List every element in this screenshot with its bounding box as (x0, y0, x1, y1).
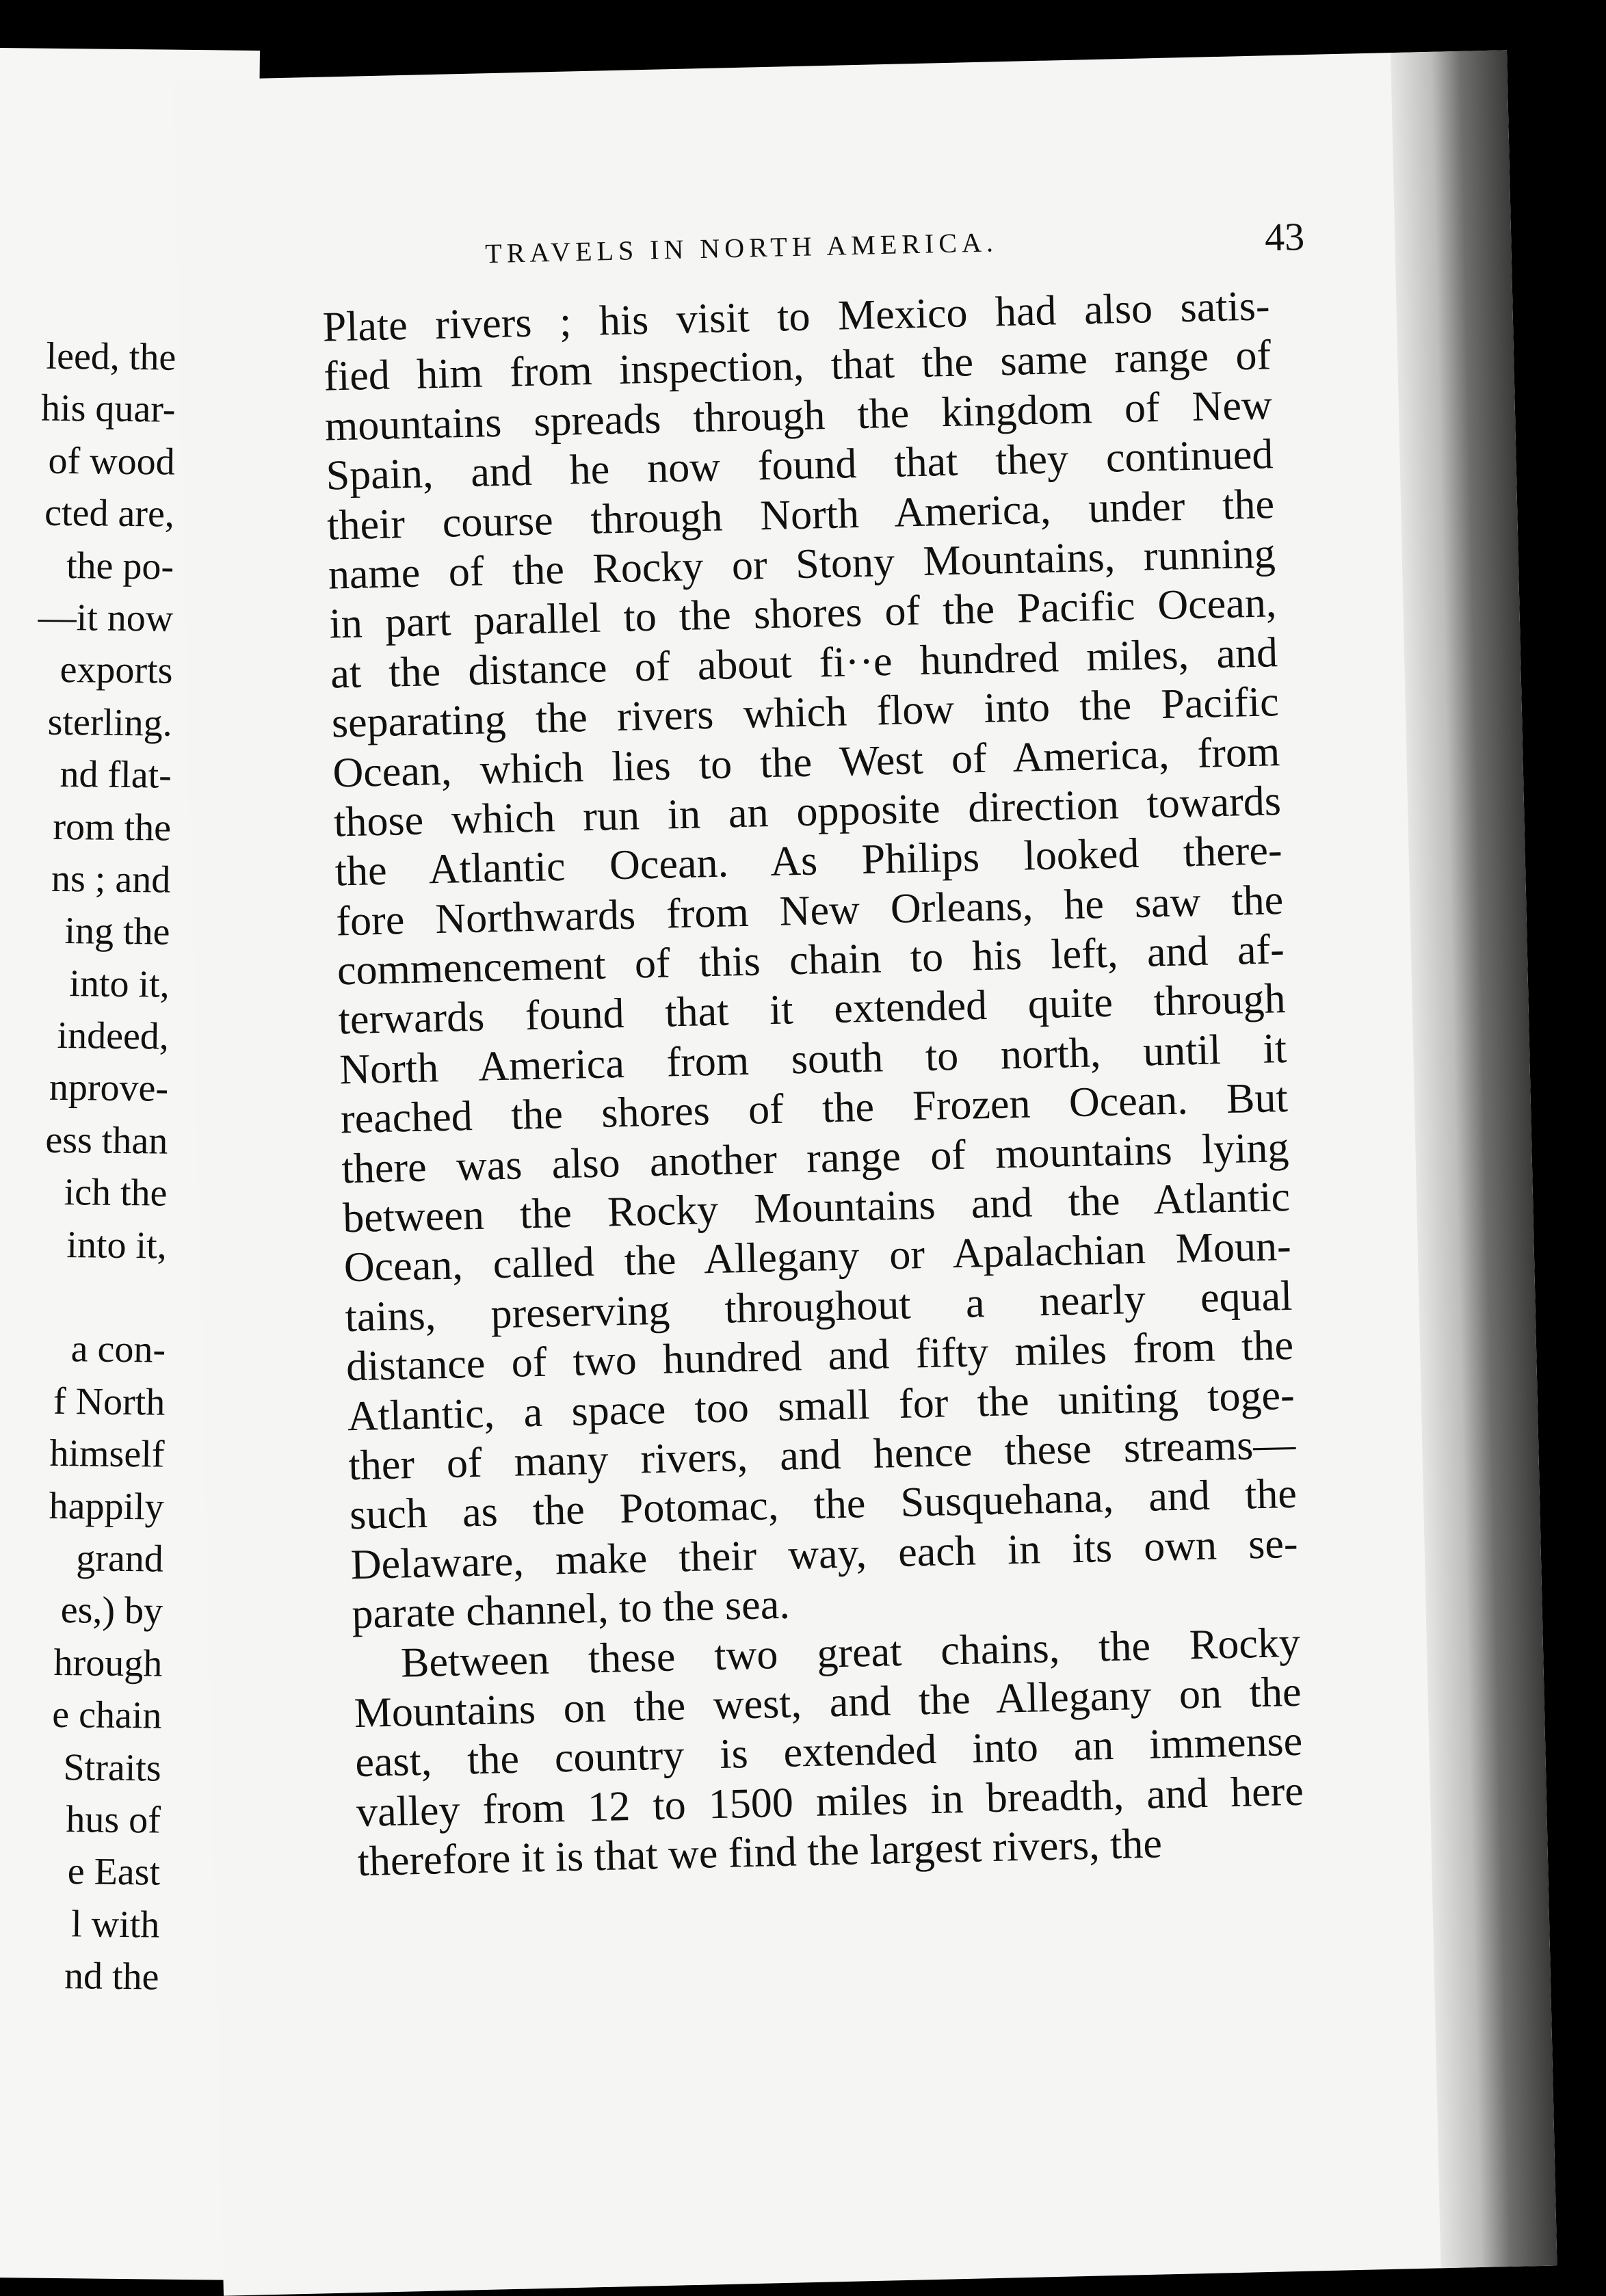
text-line: reached the shores of the Frozen Ocean. But (340, 1074, 1289, 1143)
left-text-fragment: f North (53, 1380, 166, 1424)
text-line: there was also another range of mountains lying (341, 1124, 1290, 1192)
text-line: mountains spreads through the kingdom of New (324, 382, 1273, 450)
text-line: Atlantic, a space too small for the uniting toge- (347, 1371, 1295, 1440)
text-line: at the distance of about fi··e hundred miles, and (330, 629, 1278, 698)
left-text-fragment: into it, (69, 962, 170, 1006)
left-text-fragment: his quar- (40, 387, 176, 432)
left-page-text (24, 330, 176, 2003)
left-text-fragment: —it now (38, 596, 174, 640)
left-text-fragment: l with (70, 1902, 160, 1947)
left-text-fragment: into it, (66, 1223, 167, 1267)
left-text-fragment: ing the (64, 910, 170, 953)
text-line: Mountains on the west, and the Allegany on the (353, 1668, 1302, 1737)
left-text-fragment: rom the (53, 805, 172, 849)
text-line: terwards found that it extended quite through (337, 975, 1287, 1044)
body-text (322, 281, 1305, 1886)
left-text-fragment: nprove- (49, 1066, 169, 1111)
left-text-fragment: ess than (45, 1118, 168, 1163)
left-text-fragment: sterling. (47, 700, 172, 745)
text-line: Delaware, make their way, each in its own se- (350, 1520, 1299, 1588)
text-line: valley from 12 to 1500 miles in breadth, and here (356, 1767, 1304, 1836)
left-text-fragment: grand (76, 1537, 164, 1581)
left-text-fragment: hrough (53, 1641, 163, 1685)
text-line: fied him from inspection, that the same range of (323, 332, 1272, 401)
text-line: in part parallel to the shores of the Pacific Ocean, (328, 579, 1278, 648)
left-text-fragment: of wood (48, 439, 175, 484)
text-line: such as the Potomac, the Susquehana, and the (349, 1470, 1298, 1539)
left-text-fragment: himself (49, 1432, 165, 1476)
page-edge-shadow (1391, 50, 1557, 2268)
text-line: the Atlantic Ocean. As Philips looked there- (334, 827, 1283, 895)
left-text-fragment: hus of (66, 1798, 161, 1842)
page-number: 43 (1264, 214, 1305, 260)
text-line: therefore it is that we find the largest rivers, the (356, 1820, 1163, 1886)
left-text-fragment: happily (49, 1484, 164, 1529)
left-text-fragment: indeed, (57, 1014, 170, 1058)
left-text-fragment: a con- (70, 1328, 166, 1372)
text-line: parate channel, to the sea. (351, 1581, 791, 1638)
left-text-fragment (31, 1271, 166, 1324)
left-text-fragment: ich the (64, 1171, 168, 1215)
text-line: east, the country is extended into an immense (354, 1718, 1303, 1786)
left-text-fragment: es,) by (60, 1589, 163, 1633)
left-text-fragment: ns ; and (51, 857, 171, 901)
text-line: fore Northwards from New Orleans, he saw the (335, 876, 1284, 945)
left-text-fragment: e East (67, 1850, 161, 1894)
text-line: Ocean, which lies to the West of America, from (332, 728, 1280, 797)
text-line: ther of many rivers, and hence these streams— (347, 1421, 1296, 1490)
left-text-fragment: Straits (63, 1745, 161, 1790)
right-page (173, 50, 1557, 2295)
text-line: Plate rivers ; his visit to Mexico had also satis- (321, 282, 1271, 351)
text-line: Between these two great chains, the Rocky (400, 1619, 1301, 1687)
left-text-fragment: exports (60, 648, 173, 693)
text-line: distance of two hundred and fifty miles from the (345, 1322, 1294, 1390)
text-line: commencement of this chain to his left, and af- (337, 926, 1285, 994)
text-line: name of the Rocky or Stony Mountains, running (328, 530, 1276, 598)
left-text-fragment: cted are, (44, 491, 175, 536)
text-line: tains, preserving throughout a nearly equal (344, 1272, 1293, 1341)
text-line: between the Rocky Mountains and the Atlantic (342, 1173, 1291, 1242)
running-head-title: TRAVELS IN NORTH AMERICA. (484, 226, 999, 269)
left-text-fragment: nd flat- (60, 753, 172, 797)
text-line: North America from south to north, until it (339, 1025, 1287, 1094)
text-line: Ocean, called the Allegany or Apalachian Moun- (343, 1223, 1292, 1291)
left-text-fragment: leed, the (46, 334, 176, 379)
text-line: their course through North America, under the (326, 480, 1275, 549)
left-text-fragment: the po- (66, 544, 174, 588)
text-line: those which run in an opposite direction towards (333, 777, 1282, 846)
running-head (177, 214, 1512, 299)
text-line: Spain, and he now found that they continued (325, 431, 1274, 499)
left-text-fragment: nd the (64, 1955, 159, 1998)
text-line: separating the rivers which flow into the Pacific (331, 678, 1280, 747)
left-text-fragment: e chain (52, 1693, 162, 1737)
